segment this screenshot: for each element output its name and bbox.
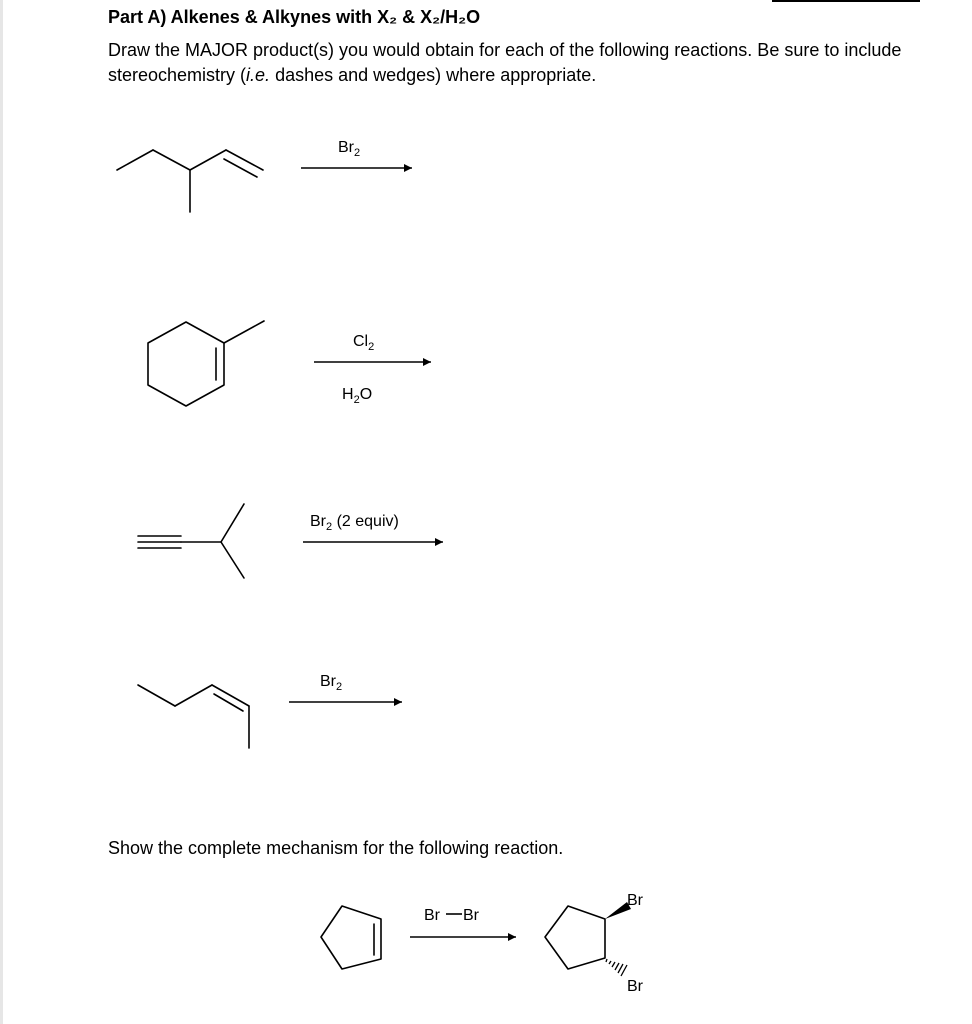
mechanism-reagent	[424, 907, 480, 924]
reaction-4-reagent	[320, 673, 342, 693]
mechanism-substrate-cyclopentene	[321, 906, 381, 969]
svg-text:Br2 (2 equiv): $Br_2$ (2 equiv)	[310, 513, 399, 533]
hash-bond	[606, 959, 627, 976]
reaction-2-reagent-top	[353, 333, 374, 353]
product-atom-bottom: Br	[627, 978, 643, 995]
instructions-italic: i.e.	[246, 65, 271, 85]
reaction-2-reagent-bottom	[342, 386, 372, 406]
reaction-3-substrate	[138, 504, 244, 578]
svg-text:Br: Br	[463, 907, 479, 924]
reaction-4-substrate	[138, 685, 249, 748]
reaction-2-substrate	[148, 321, 264, 406]
svg-text:H2O: $H_2O$	[342, 386, 373, 406]
mechanism-prompt: Show the complete mechanism for the following reaction.	[108, 838, 564, 858]
instructions-text-1: Draw the MAJOR product(s) you would obtain for each of the following reactions. Be sure to include stereochemistry (	[108, 40, 902, 85]
reaction-1-reagent	[338, 139, 360, 159]
svg-text:Cl2: $Cl_2$	[353, 333, 375, 353]
svg-text:Br2: $Br_2$	[338, 139, 361, 159]
part-heading: Part A) Alkenes & Alkynes with X₂ & X₂/H₂O	[108, 7, 481, 27]
mechanism-product-dibromocyclopentane	[545, 906, 605, 969]
product-atom-top: Br	[627, 892, 643, 909]
svg-text:Br2: $Br_2$	[320, 673, 343, 693]
reaction-3-reagent	[310, 513, 399, 533]
svg-text:Br: Br	[424, 907, 440, 924]
instructions-text-2: dashes and wedges) where appropriate.	[270, 65, 597, 85]
reaction-1-substrate	[117, 150, 263, 212]
